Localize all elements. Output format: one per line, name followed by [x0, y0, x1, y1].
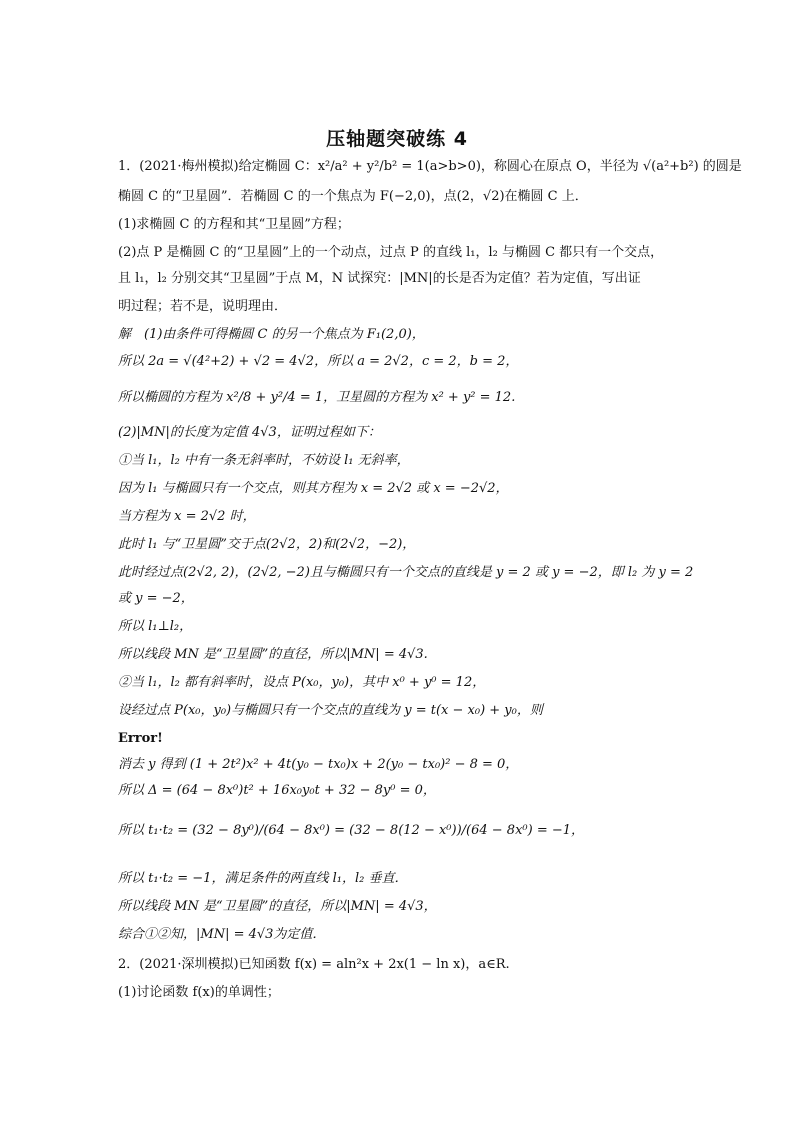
solution-line-19: 所以线段 MN 是“卫星圆”的直径，所以|MN| = 4√3，: [118, 899, 437, 914]
problem-1-part-2-line-1: (2)点 P 是椭圆 C 的“卫星圆”上的一个动点，过点 P 的直线 l₁，l₂ 与椭圆 C 都只有一个交点，: [118, 245, 664, 260]
solution-line-3: 所以椭圆的方程为 x²/8 + y²/4 = 1，卫星圆的方程为 x² + y² = 12.: [118, 390, 516, 405]
error-text: Error!: [118, 731, 163, 746]
problem-2-part-1: (1)讨论函数 f(x)的单调性；: [118, 985, 280, 1000]
solution-line-18: 所以 t₁·t₂ = −1，满足条件的两直线 l₁，l₂ 垂直．: [118, 871, 408, 886]
solution-line-6: 因为 l₁ 与椭圆只有一个交点，则其方程为 x = 2√2 或 x = −2√2，: [118, 481, 509, 496]
solution-line-7: 当方程为 x = 2√2 时，: [118, 509, 256, 524]
solution-line-2: 所以 2a = √(4²+2) + √2 = 4√2，所以 a = 2√2，c = 2，b = 2，: [118, 354, 519, 369]
solution-line-17: 所以 t₁·t₂ = (32 − 8y⁰)/(64 − 8x⁰) = (32 − 8(12 − x⁰))/(64 − 8x⁰) = −1，: [118, 823, 585, 838]
solution-line-10: 或 y = −2，: [118, 591, 194, 606]
solution-line-1: 解 (1)由条件可得椭圆 C 的另一个焦点为 F₁(2,0)，: [118, 327, 425, 342]
solution-line-12: 所以线段 MN 是“卫星圆”的直径，所以|MN| = 4√3.: [118, 647, 428, 662]
solution-line-9: 此时经过点(2√2, 2)，(2√2, −2)且与椭圆只有一个交点的直线是 y = 2 或 y = −2，即 l₂ 为 y = 2: [118, 565, 694, 580]
problem-1-line-2: 椭圆 C 的“卫星圆”．若椭圆 C 的一个焦点为 F(−2,0)，点(2，√2)在椭圆 C 上．: [118, 189, 588, 204]
solution-line-8: 此时 l₁ 与“卫星圆”交于点(2√2，2)和(2√2，−2)，: [118, 537, 416, 552]
page-title: 压轴题突破练 4: [326, 128, 468, 150]
problem-2-line-1: 2．(2021·深圳模拟)已知函数 f(x) = aln²x + 2x(1 − ln x)，a∈R.: [118, 957, 510, 972]
solution-line-15: 消去 y 得到 (1 + 2t²)x² + 4t(y₀ − tx₀)x + 2(y₀ − tx₀)² − 8 = 0，: [118, 757, 519, 772]
solution-line-16: 所以 Δ = (64 − 8x⁰)t² + 16x₀y₀t + 32 − 8y⁰ = 0，: [118, 783, 436, 798]
solution-line-11: 所以 l₁⊥l₂，: [118, 619, 193, 634]
problem-1-part-2-line-3: 明过程；若不是，说明理由．: [118, 299, 288, 314]
problem-1-line-1: 1．(2021·梅州模拟)给定椭圆 C：x²/a² + y²/b² = 1(a>b>0)，称圆心在原点 O，半径为 √(a²+b²) 的圆是: [118, 159, 742, 174]
solution-line-13: ②当 l₁，l₂ 都有斜率时，设点 P(x₀，y₀)，其中 x⁰ + y⁰ = 12，: [118, 675, 486, 690]
solution-line-4: (2)|MN|的长度为定值 4√3，证明过程如下：: [118, 425, 381, 440]
problem-1-part-2-line-2: 且 l₁，l₂ 分别交其“卫星圆”于点 M，N 试探究：|MN|的长是否为定值？若为定值，写出证: [118, 271, 641, 286]
solution-line-14: 设经过点 P(x₀，y₀)与椭圆只有一个交点的直线为 y = t(x − x₀) + y₀，则: [118, 703, 543, 718]
problem-1-part-1: (1)求椭圆 C 的方程和其“卫星圆”方程；: [118, 217, 350, 232]
solution-line-20: 综合①②知，|MN| = 4√3为定值．: [118, 927, 326, 942]
solution-line-5: ①当 l₁，l₂ 中有一条无斜率时，不妨设 l₁ 无斜率，: [118, 453, 410, 468]
